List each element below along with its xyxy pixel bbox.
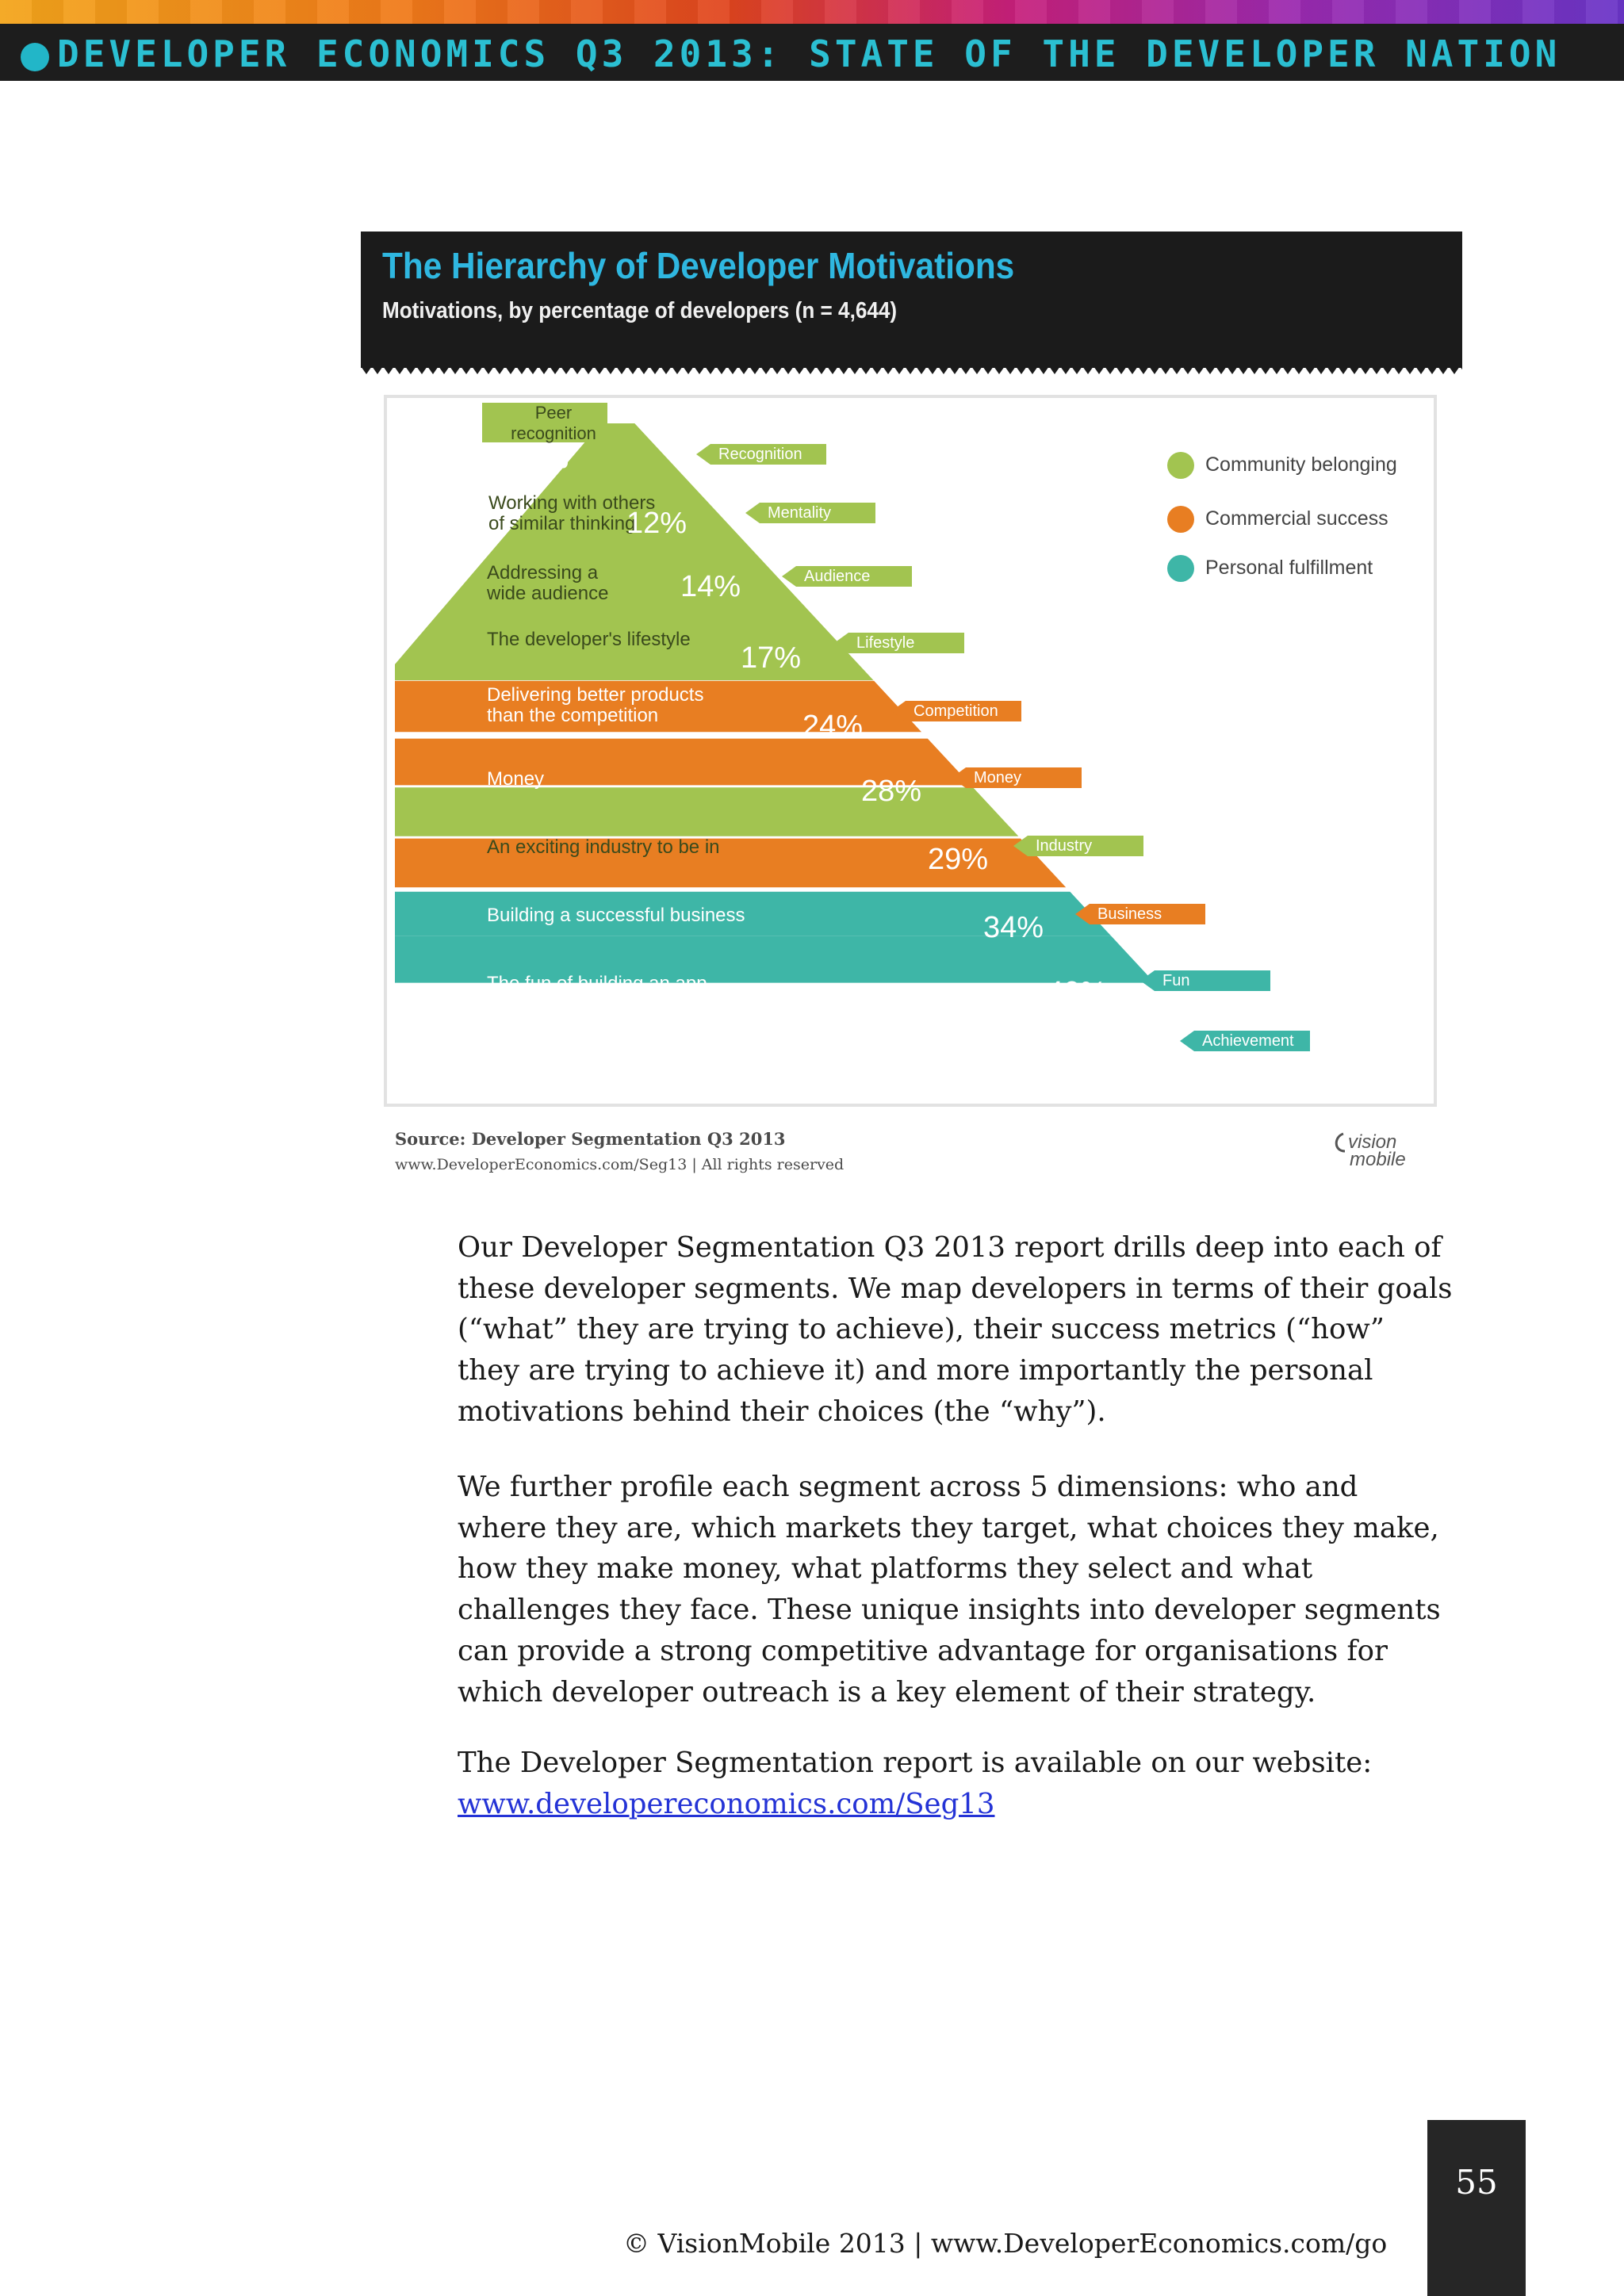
tag-label-0: Recognition — [718, 446, 802, 463]
tag-label-1: Mentality — [768, 504, 832, 522]
value-label-0: 8% — [525, 442, 569, 475]
category-label-7: Building a successful business — [487, 905, 745, 926]
value-label-6: 29% — [927, 843, 989, 876]
tag-label-3: Lifestyle — [856, 634, 915, 652]
tag-label-6: Industry — [1036, 837, 1093, 855]
report-link[interactable]: www.developereconomics.com/Seg13 — [458, 1787, 995, 1820]
figure-source: Source: Developer Segmentation Q3 2013 — [395, 1129, 786, 1149]
figure-header-zigzag — [361, 366, 1462, 376]
value-label-3: 17% — [740, 641, 802, 675]
page-number-box — [1427, 2120, 1526, 2296]
legend-dot-icon — [1167, 506, 1194, 533]
tag-label-5: Money — [974, 769, 1022, 786]
value-label-1: 12% — [626, 507, 688, 540]
tag-flag-8 — [1140, 970, 1270, 991]
category-label-2: Addressing a wide audience — [487, 562, 609, 604]
tag-label-9: Achievement — [1202, 1032, 1294, 1050]
header-color-strip-texture — [0, 0, 1624, 24]
category-label-1: Working with others of similar thinking — [488, 492, 656, 534]
body-paragraph-3 — [458, 1743, 1453, 1824]
tag-label-7: Business — [1097, 905, 1162, 923]
value-label-5: 28% — [860, 775, 922, 808]
page-number: 55 — [1455, 2163, 1498, 2202]
tag-label-4: Competition — [914, 702, 998, 720]
value-label-8: 40% — [1046, 976, 1108, 1009]
figure-subtitle: Motivations, by percentage of developers (n = 4,644) — [382, 298, 898, 323]
value-label-4: 24% — [802, 710, 864, 743]
figure-rights: www.DeveloperEconomics.com/Seg13 | All rights reserved — [395, 1156, 845, 1173]
category-label-9: Being creative / sense of self achievement — [487, 1035, 844, 1056]
svg-text:vision: vision — [1348, 1131, 1397, 1153]
category-label-8: The fun of building an app — [487, 973, 707, 994]
category-label-6: An exciting industry to be in — [487, 836, 720, 858]
body-paragraph-1: Our Developer Segmentation Q3 2013 report drills deep into each of these developer segments. We map developers in terms of their goals (“what” they are trying to achieve), their success metrics (“how” they are trying to achieve it) and more importantly the personal motivations behind their choices (the “why”). — [458, 1231, 1453, 1428]
category-label-0: Peer recognition — [511, 403, 596, 443]
legend-label: Commercial success — [1205, 507, 1388, 530]
tag-label-2: Audience — [804, 568, 871, 585]
tag-label-8: Fun — [1162, 972, 1190, 989]
category-label-5: Money — [487, 768, 545, 790]
report-title: DEVELOPER ECONOMICS Q3 2013: STATE OF THE DEVELOPER NATION — [57, 33, 1561, 75]
value-label-2: 14% — [680, 570, 741, 603]
legend-label: Community belonging — [1205, 453, 1397, 476]
pyramid-row-6 — [395, 787, 1018, 836]
body-paragraph-2: We further profile each segment across 5 dimensions: who and where they are, which markets they target, what choices they make, how they make money, what platforms they select and what challenges they face. These unique insights into developer segments can provide a strong competitive advantage for organisations for which developer outreach is a key element of their strategy. — [458, 1471, 1441, 1709]
zigzag-edge — [361, 366, 1462, 374]
category-label-4: Delivering better products than the competition — [487, 684, 704, 726]
visionmobile-logo-icon — [1332, 1127, 1438, 1169]
footer-copyright: © VisionMobile 2013 | www.DeveloperEconomics.com/go — [623, 2228, 1388, 2259]
category-label-3: The developer's lifestyle — [487, 629, 691, 650]
legend-label: Personal fulfillment — [1205, 557, 1373, 579]
value-label-9: 53% — [1097, 1036, 1159, 1070]
value-label-7: 34% — [982, 911, 1044, 944]
legend-dot-icon — [1167, 555, 1194, 582]
figure-title: The Hierarchy of Developer Motivations — [382, 245, 1015, 286]
svg-text:mobile: mobile — [1350, 1149, 1406, 1169]
legend-dot-icon — [1167, 452, 1194, 479]
header-bullet-icon — [21, 43, 49, 71]
availability-text: The Developer Segmentation report is available on our website: — [458, 1747, 1373, 1779]
